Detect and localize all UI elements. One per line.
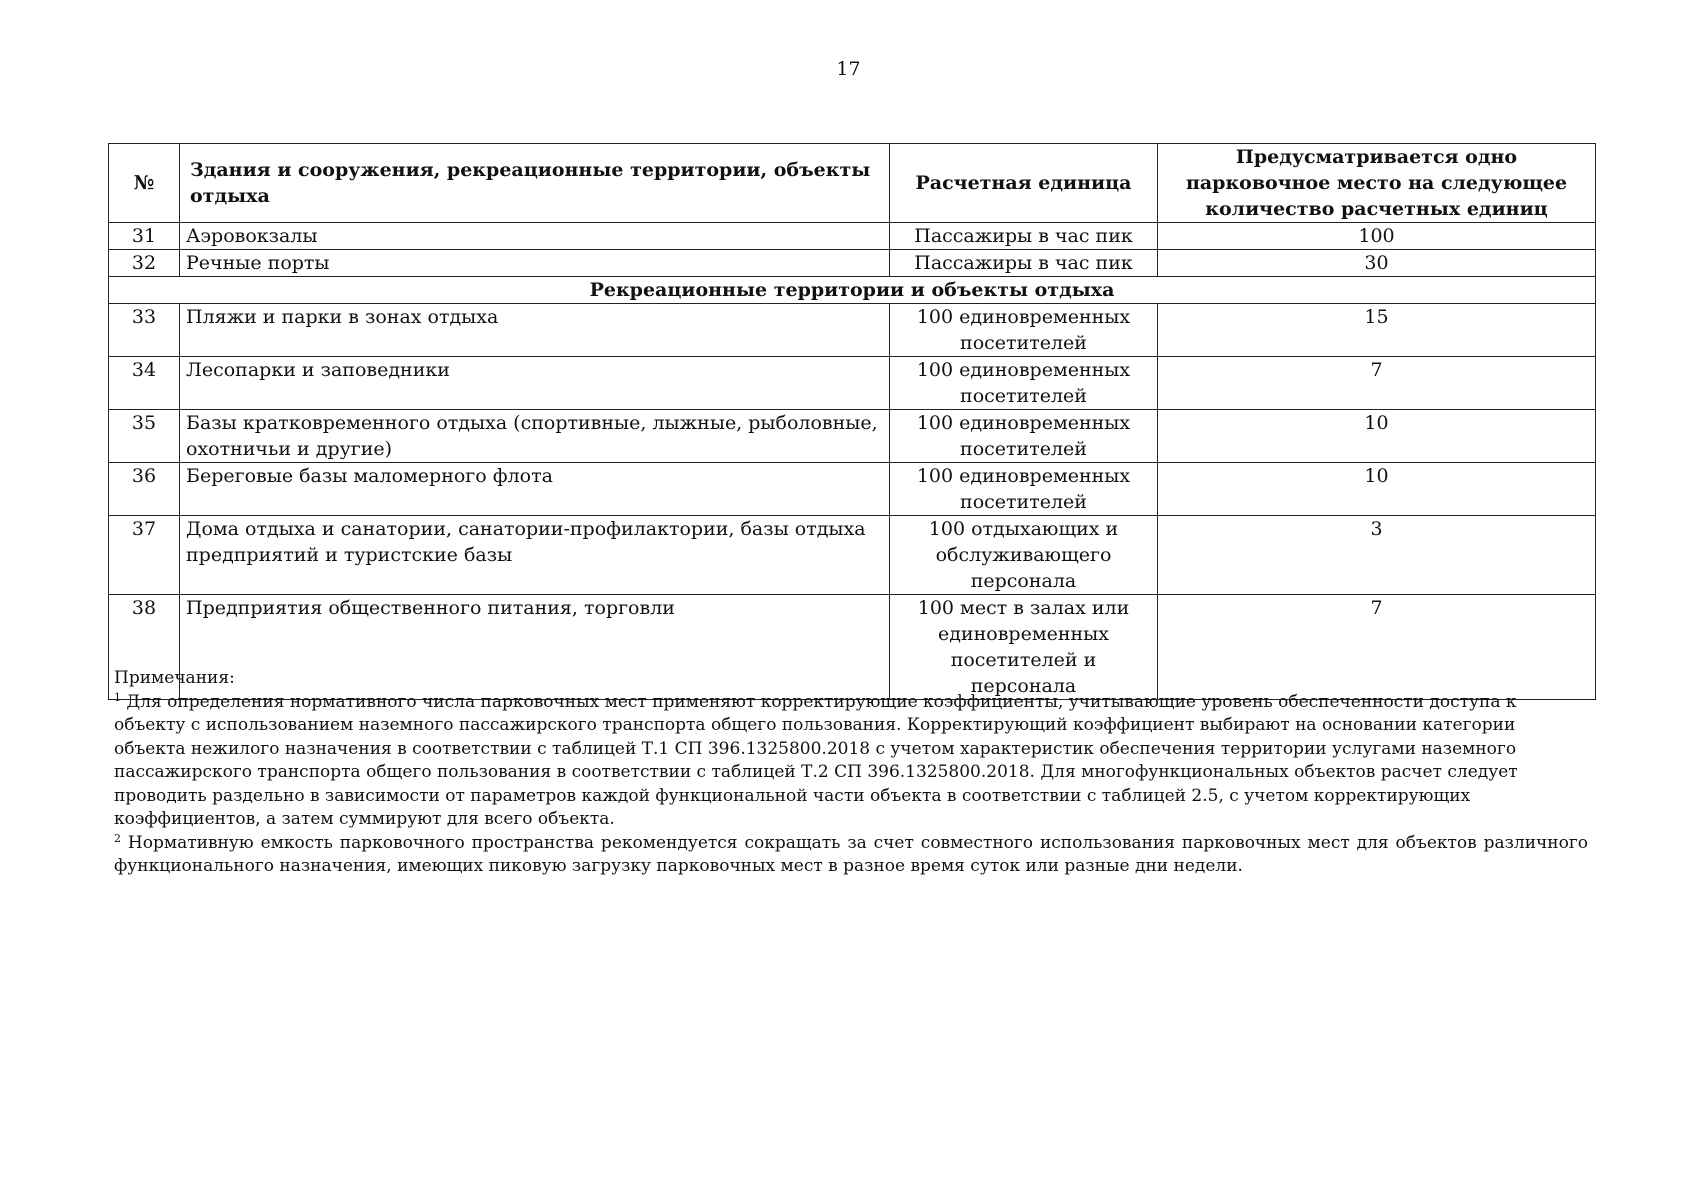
- note-2: [114, 832, 1588, 879]
- row-unit: 100 единовременных посетителей: [890, 463, 1158, 516]
- row-number: 31: [109, 223, 180, 250]
- row-unit: 100 отдыхающих и обслуживающего персонала: [890, 516, 1158, 595]
- notes-block: [114, 667, 1588, 879]
- page-number: 17: [836, 58, 861, 80]
- row-count: 7: [1158, 357, 1596, 410]
- note-2-marker: 2: [114, 831, 121, 845]
- row-name: Береговые базы маломерного флота: [180, 463, 890, 516]
- row-number: 32: [109, 250, 180, 277]
- row-number: 35: [109, 410, 180, 463]
- row-number: 33: [109, 304, 180, 357]
- note-2-text: Нормативную емкость парковочного пространства рекомендуется сокращать за счет совместного использования парковочных мест для объектов различного функционального назначения, имеющих пиковую загрузку парковочных мест в разное время суток или разные дни недели.: [114, 832, 1589, 876]
- row-name: Речные порты: [180, 250, 890, 277]
- row-unit: 100 единовременных посетителей: [890, 304, 1158, 357]
- header-unit: Расчетная единица: [890, 144, 1158, 223]
- row-unit: Пассажиры в час пик: [890, 223, 1158, 250]
- table-header-row: [109, 144, 1596, 223]
- row-name: Базы кратковременного отдыха (спортивные, лыжные, рыболовные, охотничьи и другие): [180, 410, 890, 463]
- note-1-text: Для определения нормативного числа парковочных мест применяют корректирующие коэффициенты, учитывающие уровень обеспеченности доступа к объекту с использованием наземного пассажирского транспорта общего пользования. Корректирующий коэффициент выбирают на основании категории объекта нежилого назначения в соответствии с таблицей Т.1 СП 396.1325800.2018 с учетом характеристик обеспечения территории услугами наземного пассажирского транспорта общего пользования в соответствии с таблицей Т.2 СП 396.1325800.2018. Для многофункциональных объектов расчет следует проводить раздельно в зависимости от параметров каждой функциональной части объекта в соответствии с таблицей 2.5, с учетом корректирующих коэффициентов, а затем суммируют для всего объекта.: [114, 691, 1518, 829]
- row-name: Дома отдыха и санатории, санатории-профилактории, базы отдыха предприятий и туристские базы: [180, 516, 890, 595]
- header-number: №: [109, 144, 180, 223]
- row-name: Аэровокзалы: [180, 223, 890, 250]
- section-title: Рекреационные территории и объекты отдыха: [109, 277, 1596, 304]
- row-name: Предприятия общественного питания, торговли: [180, 595, 890, 700]
- row-number: 37: [109, 516, 180, 595]
- table-row: [109, 463, 1596, 516]
- note-1-marker: 1: [114, 690, 121, 704]
- row-number: 36: [109, 463, 180, 516]
- table-row: [109, 304, 1596, 357]
- table-row: [109, 410, 1596, 463]
- row-count: 10: [1158, 410, 1596, 463]
- row-unit: 100 единовременных посетителей: [890, 410, 1158, 463]
- notes-title: Примечания:: [114, 668, 235, 688]
- note-1: [114, 691, 1588, 832]
- row-number: 38: [109, 595, 180, 700]
- row-name: Лесопарки и заповедники: [180, 357, 890, 410]
- row-count: 7: [1158, 595, 1596, 700]
- table-row: [109, 357, 1596, 410]
- row-name: Пляжи и парки в зонах отдыха: [180, 304, 890, 357]
- row-count: 30: [1158, 250, 1596, 277]
- row-count: 10: [1158, 463, 1596, 516]
- header-count: Предусматривается одно парковочное место на следующее количество расчетных единиц: [1158, 144, 1596, 223]
- row-count: 3: [1158, 516, 1596, 595]
- row-unit: Пассажиры в час пик: [890, 250, 1158, 277]
- table-row: [109, 250, 1596, 277]
- row-count: 100: [1158, 223, 1596, 250]
- row-unit: 100 единовременных посетителей: [890, 357, 1158, 410]
- row-number: 34: [109, 357, 180, 410]
- header-name: Здания и сооружения, рекреационные территории, объекты отдыха: [180, 144, 890, 223]
- table-row: [109, 516, 1596, 595]
- table-row: [109, 223, 1596, 250]
- row-count: 15: [1158, 304, 1596, 357]
- row-unit: 100 мест в залах или единовременных посетителей и персонала: [890, 595, 1158, 700]
- section-row: [109, 277, 1596, 304]
- parking-norms-table: [108, 143, 1596, 700]
